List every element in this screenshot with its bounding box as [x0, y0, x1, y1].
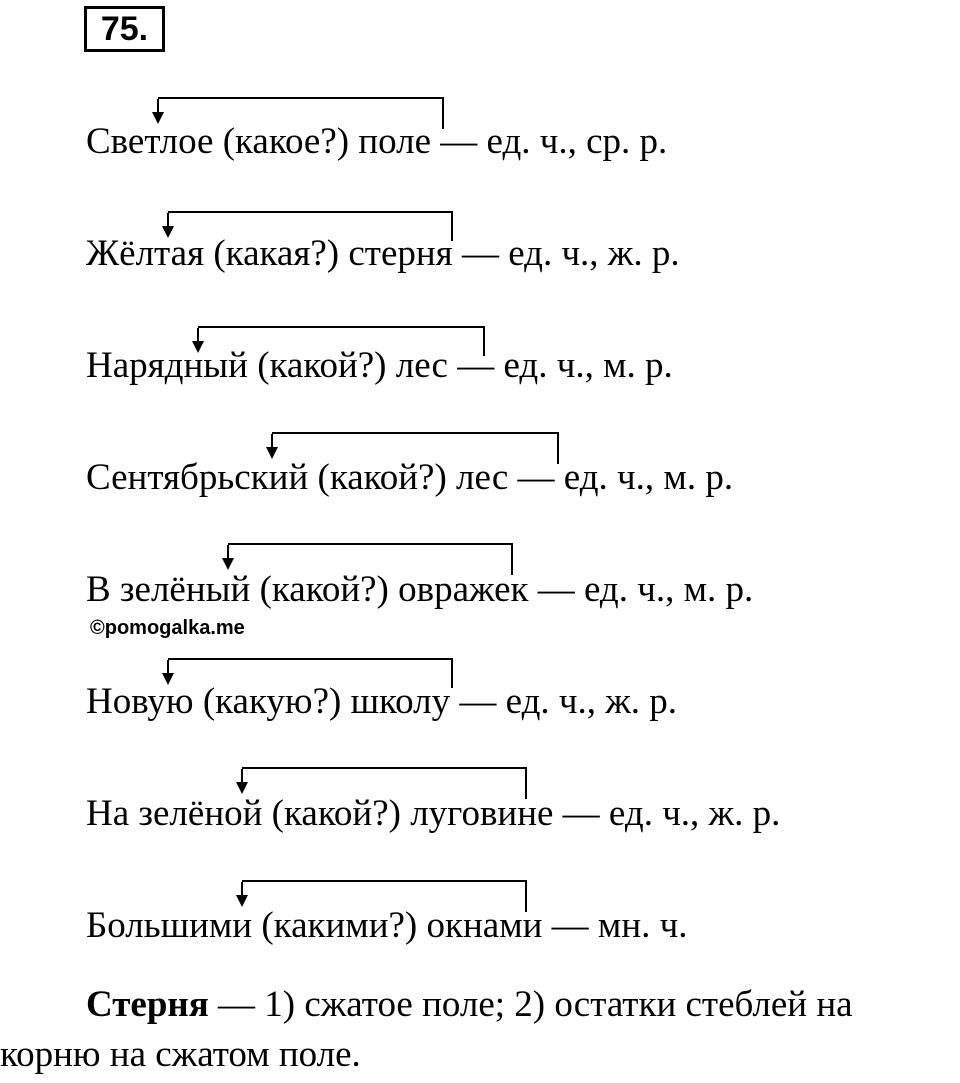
definition-paragraph: [0, 980, 960, 1080]
phrase-line: Сентябрьский (какой?) лес — ед. ч., м. р.: [86, 457, 734, 498]
phrase-line: Жёлтая (какая?) стерня — ед. ч., ж. р.: [86, 233, 680, 274]
definition-term: Стерня: [86, 984, 209, 1025]
phrase-line: Светлое (какое?) поле — ед. ч., ср. р.: [86, 121, 668, 162]
definition-text: — 1) сжатое поле; 2) остатки стеблей на: [208, 984, 853, 1025]
exercise-number: 75.: [84, 6, 165, 52]
watermark: ©pomogalka.me: [90, 617, 245, 639]
definition-text-continued: корню на сжатом поле.: [0, 1034, 361, 1075]
phrase-line: Большими (какими?) окнами — мн. ч.: [86, 905, 688, 946]
phrase-line: На зелёной (какой?) луговине — ед. ч., ж. р.: [86, 793, 781, 834]
phrase-line: В зелёный (какой?) овражек — ед. ч., м. р.: [86, 569, 754, 610]
phrase-line: Новую (какую?) школу — ед. ч., ж. р.: [86, 681, 678, 722]
phrase-line: Нарядный (какой?) лес — ед. ч., м. р.: [86, 345, 673, 386]
